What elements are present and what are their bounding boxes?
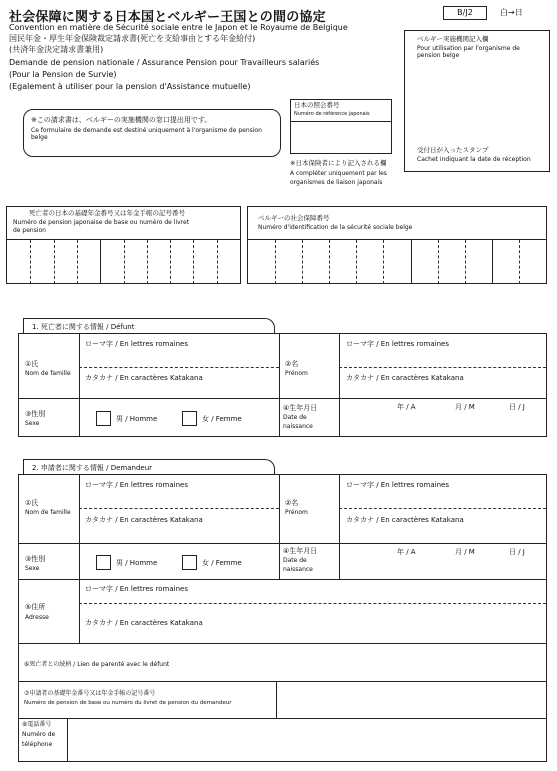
cell-divider (77, 240, 78, 284)
s1-dob-jp: ④生年月日 (283, 404, 318, 412)
s1-male-label: 男 / Homme (116, 415, 158, 423)
s2-address-fr: Adresse (25, 614, 49, 621)
cell-divider (275, 240, 276, 284)
s2-surname-jp: ①氏 (25, 499, 39, 507)
be-id-label-jp: ベルギーの社会保障番号 (258, 214, 330, 222)
s1-day-label: 日 / J (509, 403, 525, 411)
section2-title: 2. 申請者に関する情報 / Demandeur (32, 464, 153, 472)
s1-dob-input[interactable] (346, 414, 542, 432)
cell-divider (329, 240, 330, 284)
s1-year-label: 年 / A (397, 403, 416, 411)
cell-divider (193, 240, 194, 284)
cell-divider (356, 240, 357, 284)
cell-divider (411, 240, 412, 284)
s2-dob-jp: ④生年月日 (283, 547, 318, 555)
be-id-label-fr: Numéro d'identification de la sécurité sociale belge (258, 224, 413, 231)
s1-given-jp: ②名 (285, 360, 299, 368)
jp-reference-box (290, 99, 392, 154)
s1-surname-romaji-input[interactable] (85, 350, 275, 364)
deceased-pension-number-box (6, 206, 241, 284)
s2-male-checkbox[interactable] (96, 555, 111, 570)
cell-divider (492, 240, 493, 284)
s1-given-katakana-input[interactable] (346, 384, 542, 396)
s1-surname-fr: Nom de famille (25, 370, 71, 377)
s1-given-romaji-input[interactable] (346, 350, 542, 364)
form-code-box (443, 6, 487, 20)
stamp-desc: Cachet indiquant la date de réception (417, 156, 531, 163)
belgian-institution-box (404, 30, 550, 172)
s2-phone-fr2: téléphone (22, 741, 53, 748)
section1-tab (23, 318, 275, 334)
s1-sex-jp: ③性別 (25, 410, 46, 418)
pension-no-label-fr1: Numéro de pension japonaise de base ou numéro de livret (13, 219, 190, 226)
s2-dob-fr2: naissance (283, 566, 313, 573)
cell-divider (519, 240, 520, 284)
section1-title: 1. 死亡者に関する情報 / Défunt (32, 323, 135, 331)
jp-insurer-note-fr2: organismes de liaison japonais (290, 179, 383, 186)
section2-table (18, 474, 547, 762)
cell-divider (30, 240, 31, 284)
s2-given-fr: Prénom (285, 509, 308, 516)
s2-address-jp: ⑤住所 (25, 603, 46, 611)
s1-surname-jp: ①氏 (25, 360, 39, 368)
s1-surname-romaji-label: ローマ字 / En lettres romaines (85, 340, 188, 348)
cell-divider (147, 240, 148, 284)
s2-given-jp: ②名 (285, 499, 299, 507)
claim-sub-jp: (共済年金決定請求書兼用) (9, 45, 104, 54)
s2-address-katakana-label: カタカナ / En caractères Katakana (85, 619, 203, 627)
s1-dob-fr1: Date de (283, 414, 307, 421)
s2-pension-fr: Numéro de pension de base ou numéro du livret de pension du demandeur (24, 700, 232, 706)
s2-address-katakana-input[interactable] (85, 628, 541, 641)
s2-surname-katakana-input[interactable] (85, 526, 275, 540)
jp-ref-sub: Numéro de référence japonais (294, 111, 370, 117)
convention-line: Convention en matière de Sécurité sociale entre le Japon et le Royaume de Belgique (9, 23, 348, 32)
claim-title-fr: Demande de pension nationale / Assurance Pension pour Travailleurs salariés (9, 58, 320, 67)
s2-year-label: 年 / A (397, 548, 416, 556)
cell-divider (302, 240, 303, 284)
s2-dob-fr1: Date de (283, 557, 307, 564)
s2-surname-romaji-label: ローマ字 / En lettres romaines (85, 481, 188, 489)
s1-sex-fr: Sexe (25, 420, 40, 427)
s2-given-katakana-input[interactable] (346, 526, 542, 540)
notice-jp: ※この請求書は、ベルギーの実施機関の窓口提出用です。 (31, 116, 212, 124)
s2-relation-label: ⑥死亡者との続柄 / Lien de parenté avec le défunt (24, 661, 170, 668)
notice-fr: Ce formulaire de demande est destiné uniquement à l'organisme de pension belge (31, 127, 262, 142)
s2-given-katakana-label: カタカナ / En caractères Katakana (346, 516, 464, 524)
pension-no-label-jp: 死亡者の日本の基礎年金番号又は年金手帳の記号番号 (29, 209, 185, 217)
s1-month-label: 月 / M (455, 403, 475, 411)
direction-label: 白→日 (500, 8, 523, 17)
s2-given-romaji-input[interactable] (346, 491, 542, 505)
s2-month-label: 月 / M (455, 548, 475, 556)
s2-day-label: 日 / J (509, 548, 525, 556)
s2-surname-fr: Nom de famille (25, 509, 71, 516)
s1-surname-katakana-input[interactable] (85, 384, 275, 396)
belgian-box-title: ベルギー実施機関記入欄 (417, 35, 489, 43)
s2-address-romaji-input[interactable] (85, 593, 541, 602)
s2-surname-romaji-input[interactable] (85, 491, 275, 505)
s2-relation-input[interactable] (279, 647, 541, 679)
s2-pension-jp: ⑦申請者の基礎年金番号又は年金手帳の記号番号 (24, 690, 156, 697)
cell-divider (170, 240, 171, 284)
s1-given-fr: Prénom (285, 370, 308, 377)
s2-phone-fr1: Numéro de (22, 731, 56, 738)
s2-pension-input[interactable] (279, 685, 541, 715)
cell-divider (465, 240, 466, 284)
form-title: 社会保障に関する日本国とベルギー王国との間の協定 (9, 10, 326, 25)
cell-divider (383, 240, 384, 284)
jp-ref-input[interactable] (294, 124, 388, 150)
cell-divider (100, 240, 101, 284)
stamp-title: 受付日が入ったスタンプ (417, 146, 489, 154)
cell-divider (54, 240, 55, 284)
s2-female-label: 女 / Femme (202, 559, 242, 567)
s1-dob-fr2: naissance (283, 423, 313, 430)
cell-divider (217, 240, 218, 284)
s1-given-romaji-label: ローマ字 / En lettres romaines (346, 340, 449, 348)
claim-title-jp: 国民年金・厚生年金保険裁定請求書(死亡を支給事由とする年金給付) (9, 34, 256, 43)
s1-female-label: 女 / Femme (202, 415, 242, 423)
s2-dob-input[interactable] (346, 559, 542, 576)
s2-sex-jp: ③性別 (25, 555, 46, 563)
s2-female-checkbox[interactable] (182, 555, 197, 570)
jp-insurer-note: ※日本保険者により記入される欄 (290, 159, 387, 167)
belgian-id-box (247, 206, 547, 284)
s1-female-checkbox[interactable] (182, 411, 197, 426)
s2-phone-input[interactable] (71, 723, 541, 759)
claim-sub-fr: (Pour la Pension de Survie) (9, 70, 117, 79)
cell-divider (124, 240, 125, 284)
jp-ref-title: 日本の照会番号 (294, 101, 340, 109)
belgian-id-cells[interactable] (248, 240, 546, 284)
claim-note-fr: (Egalement à utiliser pour la pension d'Assistance mutuelle) (9, 82, 251, 91)
pension-no-label-fr2: de pension (13, 227, 46, 234)
s1-given-katakana-label: カタカナ / En caractères Katakana (346, 374, 464, 382)
cell-divider (438, 240, 439, 284)
s2-address-romaji-label: ローマ字 / En lettres romaines (85, 585, 188, 593)
section2-tab (23, 459, 275, 475)
jp-insurer-note-fr1: A compléter uniquement par les (290, 170, 387, 177)
belgian-box-desc: Pour utilisation par l'organisme de pension belge (417, 45, 520, 60)
s2-male-label: 男 / Homme (116, 559, 158, 567)
s1-surname-katakana-label: カタカナ / En caractères Katakana (85, 374, 203, 382)
s2-sex-fr: Sexe (25, 565, 40, 572)
s2-given-romaji-label: ローマ字 / En lettres romaines (346, 481, 449, 489)
section1-table (18, 333, 547, 437)
s1-male-checkbox[interactable] (96, 411, 111, 426)
s2-surname-katakana-label: カタカナ / En caractères Katakana (85, 516, 203, 524)
pension-number-cells[interactable] (7, 240, 240, 284)
s2-phone-jp: ⑧電話番号 (22, 721, 52, 728)
notice-box (23, 109, 281, 157)
form-code: B/J2 (457, 8, 473, 17)
